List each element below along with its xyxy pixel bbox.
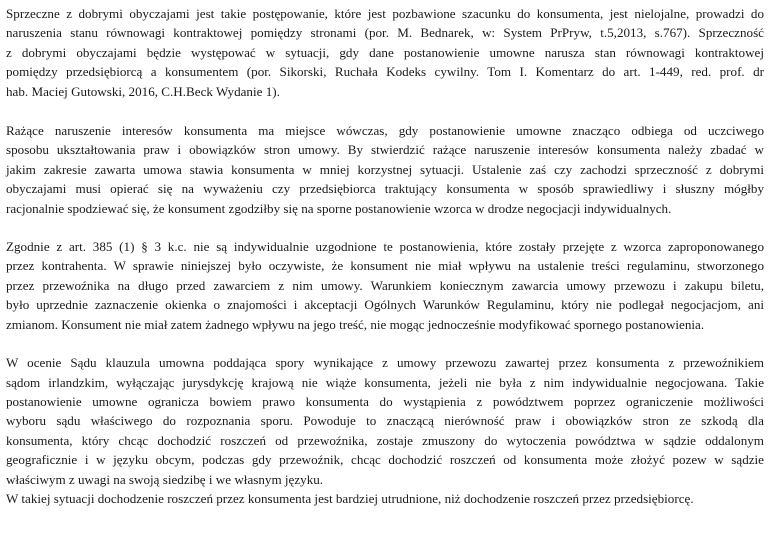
text-line: jakim zakresie zawarta umowa stawia konsumenta w mniej korzystnej sytuacji. Ustalenie zaś czy zachodzi sprzeczność z dobrymi [6,161,764,177]
text-line: wyboru sądu właściwego do rozpoznania sporu. Powoduje to znaczącą nierówność praw i obowiązków stron ze szkodą dla [6,413,764,429]
text-line: obyczajami musi opierać się na wyważeniu czy przedsiębiorca traktujący konsumenta w sposób sprawiedliwy i słuszny mógłby [6,181,764,197]
text-line: Rażące naruszenie interesów konsumenta ma miejsce wówczas, gdy postanowienie umowne znacząco odbiega od uczciwego [6,123,764,139]
text-line: pomiędzy przedsiębiorcą a konsumentem (por. Sikorski, Ruchała Kodeks cywilny. Tom I. Komentarz do art. 1-449, red. prof. dr [6,64,764,80]
paragraph-spacer [6,101,764,121]
text-line: hab. Maciej Gutowski, 2016, C.H.Beck Wydanie 1). [6,83,280,99]
text-line: naruszenia stanu równowagi kontraktowej pomiędzy stronami (por. M. Bednarek, w: System PrPryw, t.5,2013, s.767). Sprzeczność [6,25,764,41]
text-line: postanowienie umowne ogranicza bowiem prawo konsumenta do wystąpienia z powództwem poprzez ograniczenie możliwości [6,393,764,409]
text-line: sposobu ukształtowania praw i obowiązków stron umowy. By stwierdzić rażące naruszenie interesów konsumenta należy zbadać w [6,142,764,158]
text-line: sądom irlandzkim, wyłączając jurysdykcję krajową nie wiąże konsumenta, jeżeli nie była z nim indywidualnie negocjowana. Takie [6,374,764,390]
paragraph-spacer [6,218,764,237]
document-page [6,4,764,508]
text-line: konsumenta, który chcąc dochodzić roszczeń od przewoźnika, zostaje zmuszony do wytoczenia powództwa w sądzie oddalonym [6,432,764,448]
text-line: zmianom. Konsument nie miał zatem żadnego wpływu na jego treść, nie mogąc jednocześnie modyfikować spornego postanowienia. [6,316,705,332]
text-line: Zgodnie z art. 385 (1) § 3 k.c. nie są indywidualnie uzgodnione te postanowienia, które zostały przejęte z wzorca zaproponowanego [6,239,764,255]
text-line: było uprzednie zaznaczenie okienka o znajomości i akceptacji Ogólnych Warunków Regulaminu, który nie podlegał negocjacjom, ani [6,297,764,313]
paragraph-court-assessment [6,353,764,508]
text-line: geograficznie i w języku obcym, podczas gdy przewoźnik, chcąc dochodzić roszczeń od konsumenta może złożyć pozew w sądzie [6,452,764,468]
text-line: W takiej sytuacji dochodzenie roszczeń przez konsumenta jest bardziej utrudnione, niż dochodzenie roszczeń przez przedsiębiorcę. [6,490,694,506]
paragraph-good-practices [6,4,764,101]
paragraph-spacer [6,334,764,353]
text-line: przez przewoźnika na długo przed zawarciem z nim umowy. Warunkiem koniecznym zawarcia umowy przewozu i zakupu biletu, [6,277,764,293]
text-line: racjonalnie spodziewać się, że konsument zgodziłby się na sporne postanowienie wzorca w drodze negocjacji indywidualnych. [6,200,672,216]
paragraph-individual-agreement [6,237,764,334]
text-line: właściwym z uwagi na swoją siedzibę i we własnym języku. [6,471,324,487]
text-line: Sprzeczne z dobrymi obyczajami jest takie postępowanie, które jest pozbawione szacunku do konsumenta, jest nielojalne, prowadzi do [6,6,764,21]
text-line: W ocenie Sądu klauzula umowna poddająca spory wynikające z umowy przewozu zawartej przez konsumenta z przewoźnikiem [6,355,764,371]
text-line: z dobrymi obyczajami będzie występować w sytuacji, gdy dane postanowienie umowne narusza stan równowagi kontraktowej [6,44,764,60]
paragraph-gross-violation [6,121,764,218]
text-line: przez kontrahenta. W sprawie niniejszej było oczywiste, że konsument nie miał wpływu na ustalenie treści regulaminu, stworzonego [6,258,764,274]
